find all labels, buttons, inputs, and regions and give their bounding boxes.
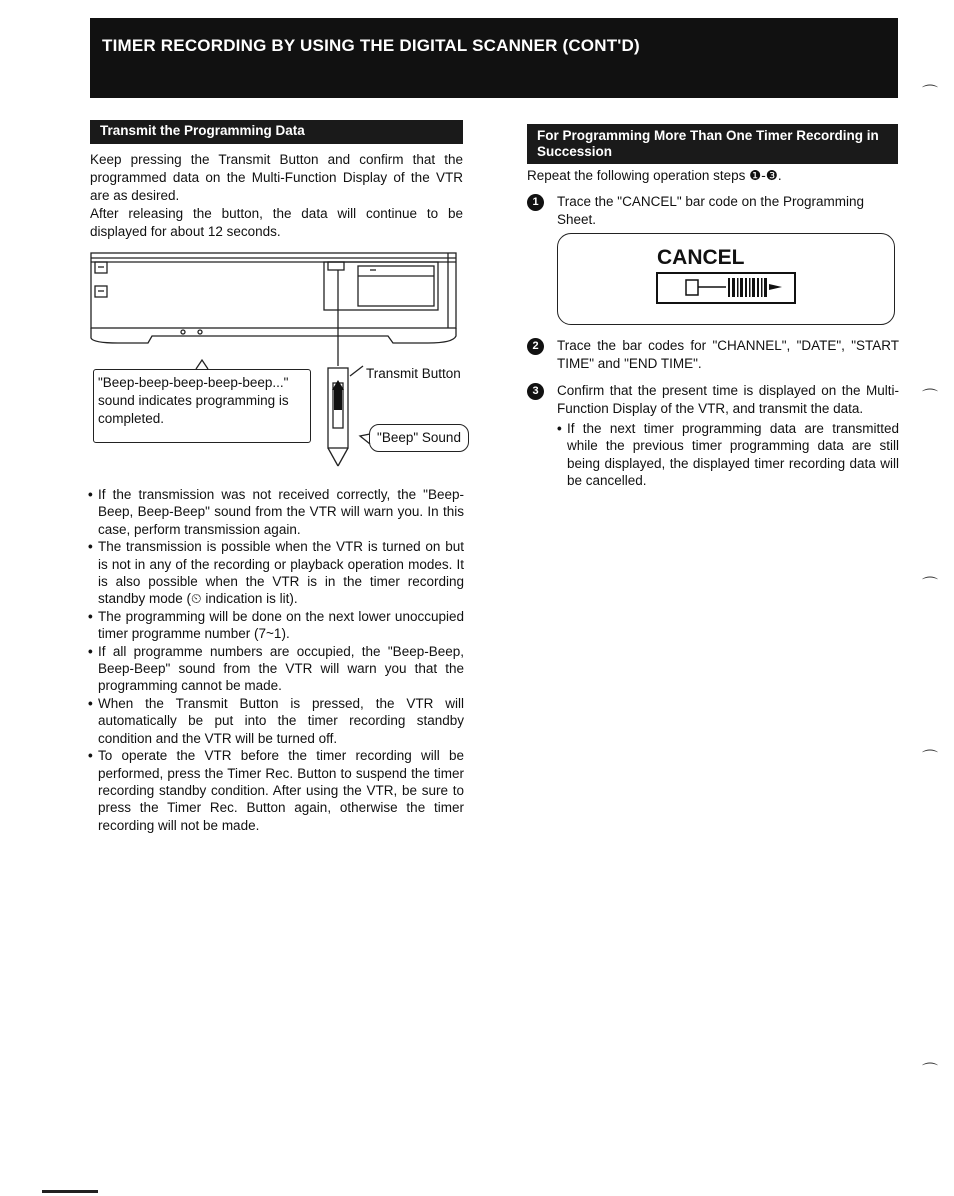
margin-mark: ⌒: [922, 750, 939, 767]
list-item: • If the next timer programming data are transmitted while the previous timer programming data are still being displayed, the displayed timer recording data will be cancelled.: [557, 421, 899, 489]
transmit-button-label: Transmit Button: [366, 366, 461, 381]
step-number: 1: [527, 194, 544, 211]
step-3: [527, 382, 899, 490]
list-item: • The programming will be done on the next lower unoccupied timer programme number (7~1).: [88, 608, 464, 642]
margin-mark: ⌒: [922, 389, 939, 406]
intro-paragraph-1: Keep pressing the Transmit Button and confirm that the programmed data on the Multi-Function Display of the VTR are as desired.: [90, 152, 463, 203]
list-item: • The transmission is possible when the VTR is turned on but is not in any of the recording or playback operation modes. It is also possible when the VTR is in the timer recording standby mode (⏲ indication is lit).: [88, 539, 464, 607]
margin-mark: ⌒: [922, 577, 939, 594]
margin-mark: ⌒: [922, 85, 939, 102]
list-item: • When the Transmit Button is pressed, the VTR will automatically be put into the timer recording standby condition and the VTR will be turned off.: [88, 695, 464, 746]
programming-complete-callout: "Beep-beep-beep-beep-beep..." sound indicates programming is completed.: [93, 369, 311, 443]
cancel-barcode-card: [557, 233, 895, 325]
barcode-icon: [656, 272, 796, 304]
step-text: Confirm that the present time is displayed on the Multi-Function Display of the VTR, and transmit the data.: [557, 383, 899, 416]
step-text: Trace the "CANCEL" bar code on the Programming Sheet.: [557, 194, 864, 227]
step-1: [527, 193, 899, 229]
repeat-steps-text: Repeat the following operation steps ❶-❸.: [527, 168, 782, 183]
step-number: 3: [527, 383, 544, 400]
step-2: [527, 337, 899, 373]
bottom-edge-mark: [42, 1190, 98, 1193]
step-text: Trace the bar codes for "CHANNEL", "DATE", "START TIME" and "END TIME".: [557, 338, 899, 371]
intro-paragraph-2: After releasing the button, the data will continue to be displayed for about 12 seconds.: [90, 206, 463, 239]
section-title-succession: For Programming More Than One Timer Recording in Succession: [527, 124, 898, 164]
page-header: [90, 18, 898, 98]
page-title: TIMER RECORDING BY USING THE DIGITAL SCANNER (CONT'D): [102, 36, 640, 55]
step-number: 2: [527, 338, 544, 355]
cancel-label: CANCEL: [657, 246, 745, 269]
list-item: • If all programme numbers are occupied, the "Beep-Beep, Beep-Beep" sound from the VTR will warn you that the programming cannot be made.: [88, 643, 464, 694]
beep-sound-label: "Beep" Sound: [369, 424, 469, 452]
notes-list: [88, 486, 464, 834]
section-title-transmit: Transmit the Programming Data: [90, 120, 463, 144]
list-item: • If the transmission was not received correctly, the "Beep-Beep, Beep-Beep" sound from the VTR will warn you. In this case, perform transmission again.: [88, 487, 464, 537]
list-item: • To operate the VTR before the timer recording will be performed, press the Timer Rec. Button to suspend the timer recording standby condition. After using the VTR, be sure to press the Timer Rec. Button again, otherwise the timer recording will not be made.: [88, 748, 464, 833]
margin-mark: ⌒: [922, 1063, 939, 1080]
